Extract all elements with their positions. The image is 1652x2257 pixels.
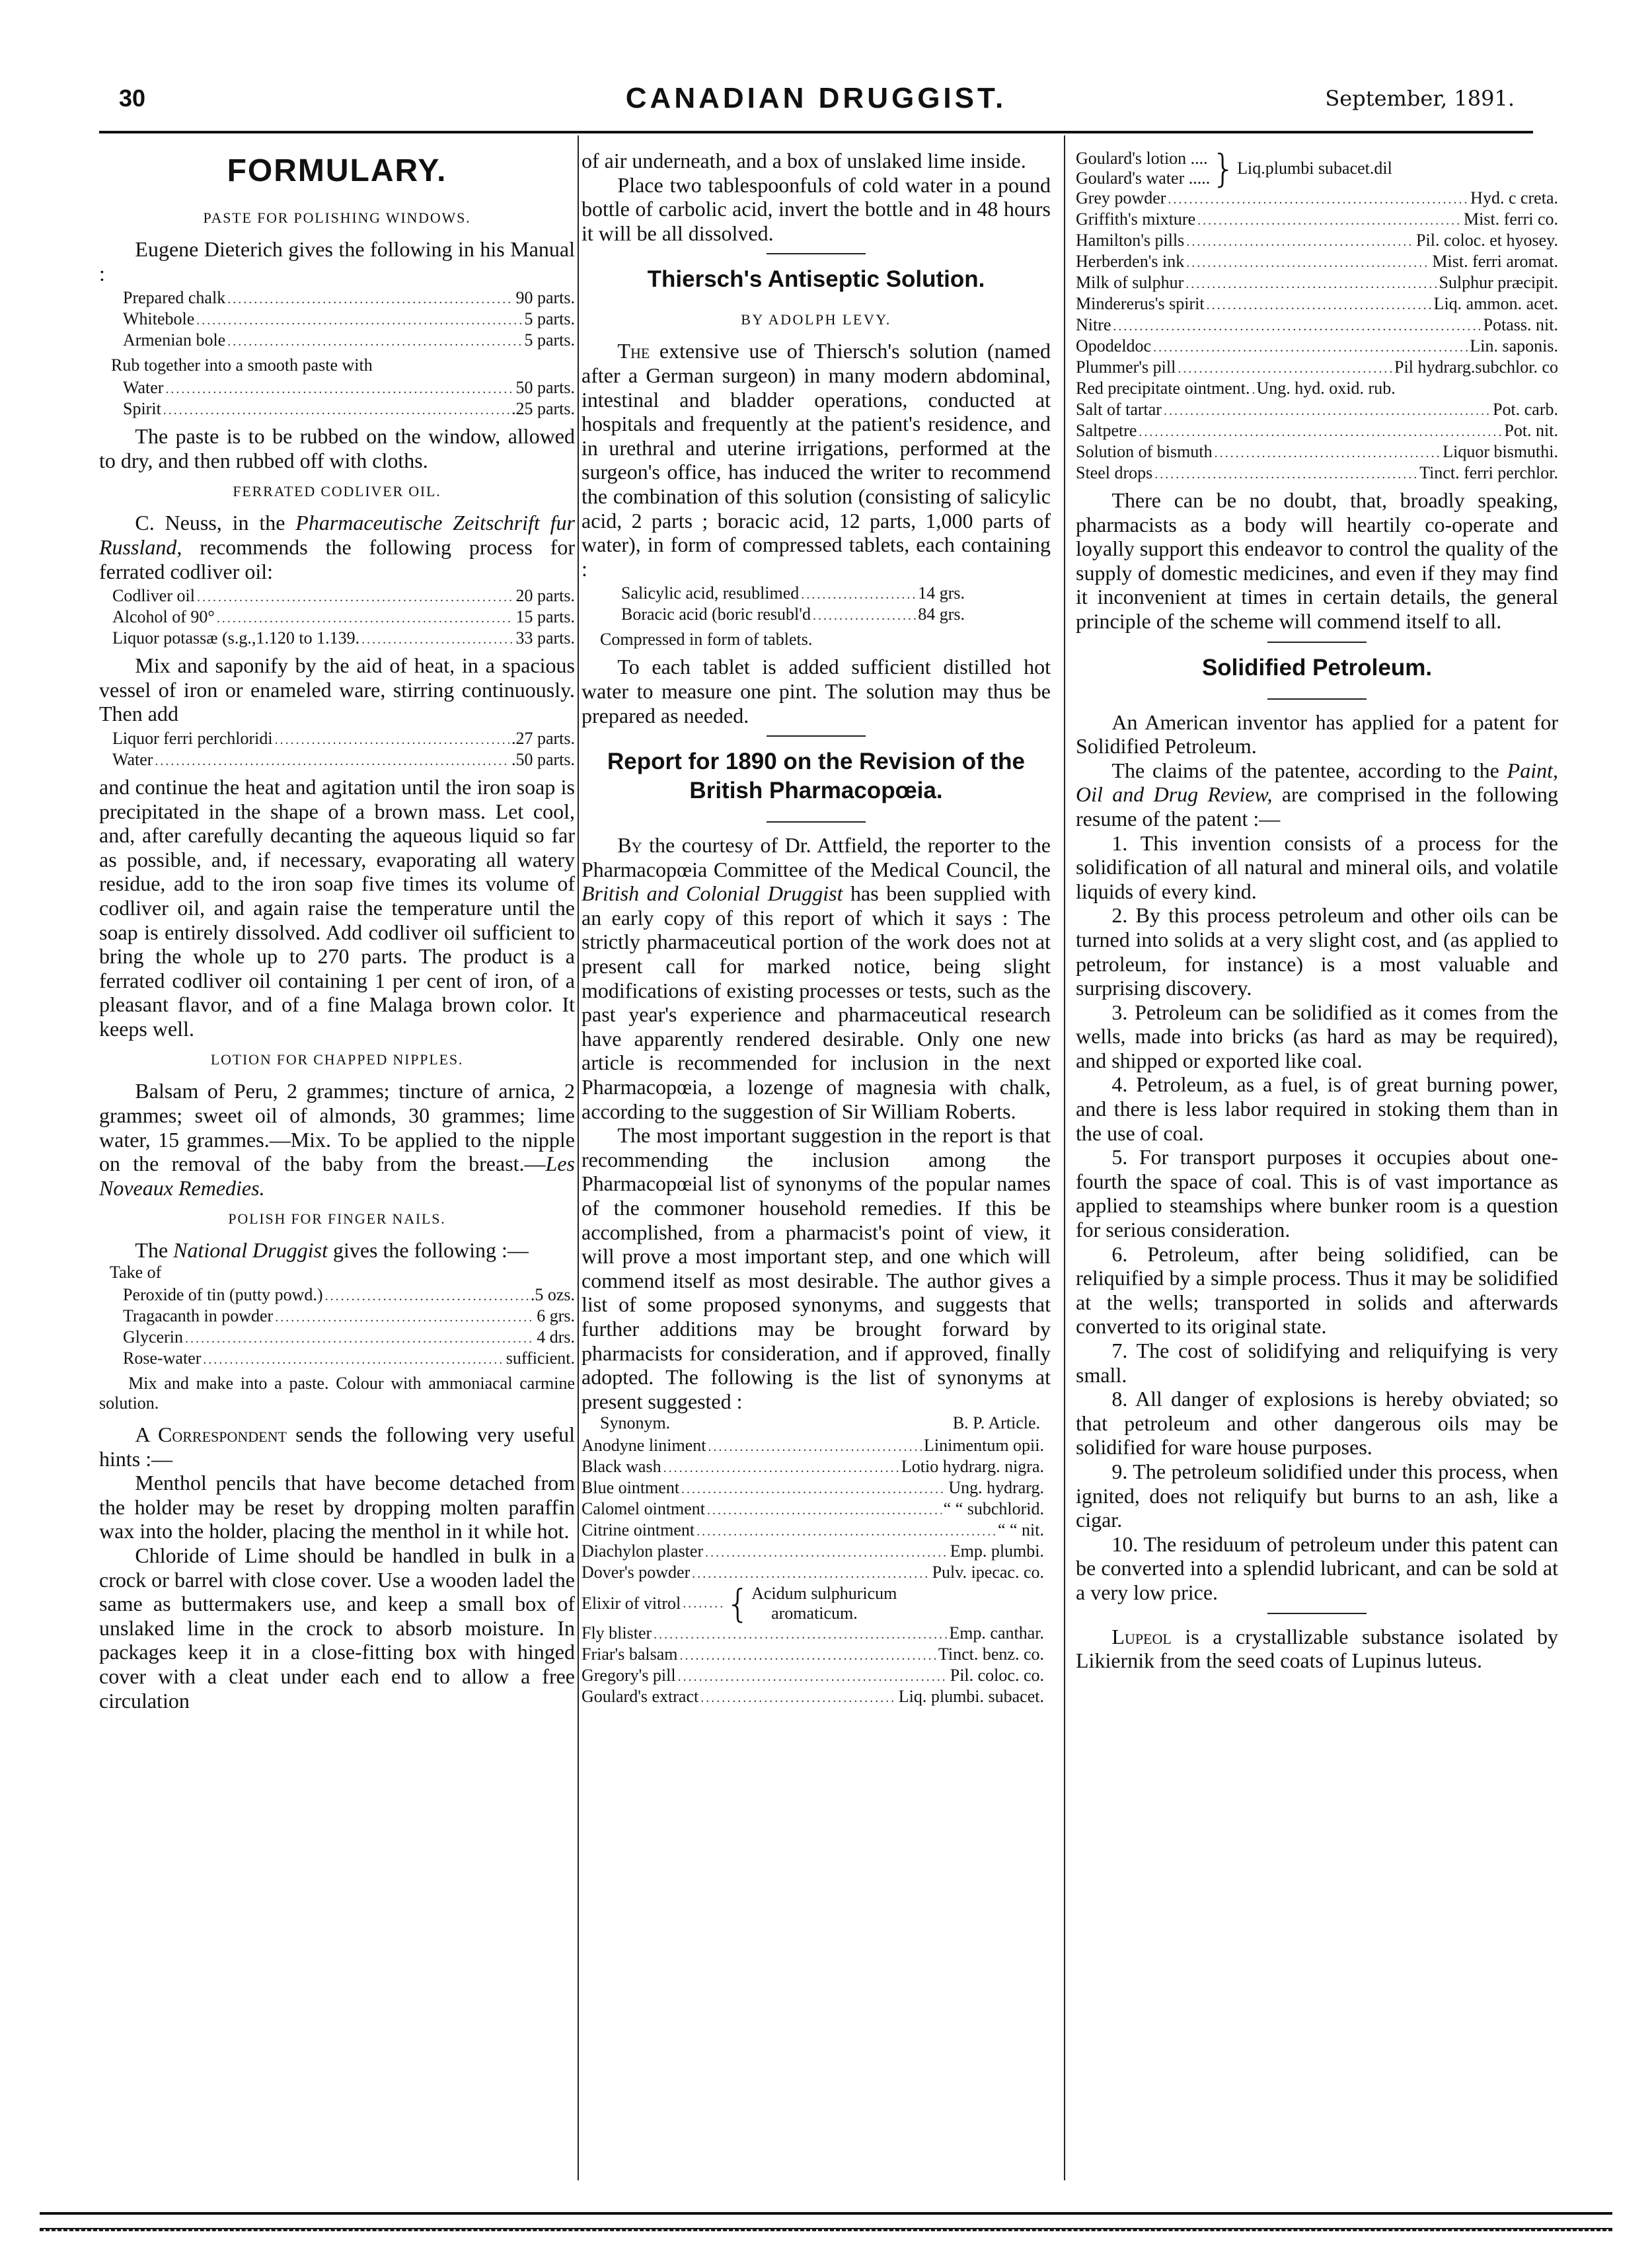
recipe-note: Take of [110,1263,162,1282]
article-title: Thiersch's Antiseptic Solution. [647,266,985,293]
recipe-row: Water ..... 50 parts. [123,378,575,399]
synonym-row: Red precipitate ointment. ..... Ung. hyd. oxid. rub. [1076,379,1558,400]
claim-item: 3. Petroleum can be solidified as it comes from the wells, made into bricks (as hard as may be required), and shipped or exported like coal. [1076,1000,1558,1072]
claim-item: 4. Petroleum, as a fuel, is of great burning power, and there is less labor required in stoking them than in the use of coal. [1076,1072,1558,1145]
paragraph: To each tablet is added sufficient distilled hot water to measure one pint. The solution may thus be prepared as needed. [582,655,1051,727]
column-3 [1076,146,1558,1673]
recipe-list [99,378,575,420]
recipe-row: Salicylic acid, resublimed ..... 14 grs. [621,583,965,605]
column-2 [582,149,1051,1712]
paragraph: Balsam of Peru, 2 grammes; tincture of arnica, 2 grammes; sweet oil of almonds, 30 grammes; lime water, 15 grammes.—Mix. To be applied to the nipple on the removal of the baby from the breast.—Les Noveaux Remedies. [99,1079,575,1200]
claim-item: 10. The residuum of petroleum under this patent can be converted into a splendid lubricant, and can be sold at a very low price. [1076,1532,1558,1604]
synonym-row: Citrine ointment ..... “ “ nit. [582,1520,1044,1541]
recipe-row: Whitebole ..... 5 parts. [123,309,575,330]
synonym-row: Hamilton's pills ..... Pil. coloc. et hyosey. [1076,231,1558,252]
recipe-note: Rub together into a smooth paste with [111,355,373,375]
synonym-row: Steel drops ..... Tinct. ferri perchlor. [1076,463,1558,484]
column-1 [99,149,575,1713]
claim-item: 5. For transport purposes it occupies about one-fourth the space of coal. This is of vast importance as applied to steamships where bunker room is a question for serious consideration. [1076,1145,1558,1242]
recipe-heading: LOTION FOR CHAPPED NIPPLES. [210,1051,464,1068]
recipe-row: Water ..... .50 parts. [112,750,575,771]
section-title: FORMULARY. [227,153,447,188]
paragraph: An American inventor has applied for a patent for Solidified Petroleum. [1076,710,1558,758]
recipe-row: Codliver oil ..... 20 parts. [112,586,575,607]
recipe-list [99,729,575,771]
column-rule [1064,135,1065,2180]
paragraph: Chloride of Lime should be handled in bulk in a crock or barrel with close cover. Use a wooden ladel the same as buttermakers use, and keep a small box of unslaked lime in the crock to absorb moisture. In packages keep it in a close-fitting box with hinged cover with a cleat under each end to allow a free circulation [99,1543,575,1713]
claim-item: 9. The petroleum solidified under this process, when ignited, does not reliquify but burns to an ash, like a cigar. [1076,1459,1558,1532]
synonym-row: Gregory's pill ..... Pil. coloc. co. [582,1666,1044,1687]
paragraph: of air underneath, and a box of unslaked lime inside. [582,149,1026,172]
recipe-row: Glycerin ..... 4 drs. [123,1327,575,1349]
recipe-heading: FERRATED CODLIVER OIL. [233,483,441,500]
synonym-row: Mindererus's spirit ..... Liq. ammon. acet. [1076,294,1558,315]
recipe-row: Armenian bole ..... 5 parts. [123,330,575,352]
divider [1267,698,1367,700]
synonym-row: Opodeldoc ..... Lin. saponis. [1076,336,1558,357]
paragraph: The claims of the patentee, according to the Paint, Oil and Drug Review, are comprised in the following resume of the patent :— [1076,758,1558,831]
page-header [112,78,1520,124]
paragraph: The paste is to be rubbed on the window, allowed to dry, and then rubbed off with cloths. [99,424,575,472]
synonym-list [1076,146,1558,484]
synonym-row: Elixir of vitrol ..... { Acidum sulphuricum aromaticum. [582,1584,1044,1623]
paragraph: and continue the heat and agitation until the iron soap is precipitated in the shape of a brown mass. Let cool, and, after carefully decanting the aqueous liquid so far as possible, and, if necessary, evaporating all watery residue, add to the iron soap five times its volume of codliver oil, and again raise the temperature until the soap is entirely dissolved. Add codliver oil sufficient to bring the whole up to 270 parts. The product is a ferrated codliver oil containing 1 per cent of iron, of a pleasant flavor, and of a fine Malaga brown color. It keeps well. [99,774,575,1041]
paragraph: C. Neuss, in the Pharmaceutische Zeitschrift fur Russland, recommends the following process for ferrated codliver oil: [99,511,576,583]
recipe-note: Compressed in form of tablets. [600,630,813,649]
synonym-row: Solution of bismuth ..... Liquor bismuthi. [1076,442,1558,463]
claim-item: 2. By this process petroleum and other oils can be turned into solids at a very slight cost, and (as applied to petroleum, for instance) is a most valuable and surprising discovery. [1076,903,1558,1000]
recipe-row: Liquor ferri perchloridi ..... .27 parts. [112,729,575,750]
bottom-rule [40,2229,1612,2231]
recipe-row: Alcohol of 90° ..... 15 parts. [112,607,575,628]
recipe-row: Liquor potassæ (s.g.,1.120 to 1.139. ..... 33 parts. [112,628,575,649]
recipe-list [582,583,965,626]
divider [1267,642,1367,643]
divider [1267,1613,1367,1614]
paragraph: Place two tablespoonfuls of cold water in a pound bottle of carbolic acid, invert the bottle and in 48 hours it will be all dissolved. [582,172,1051,245]
page-number: 30 [119,85,146,112]
article-title: Report for 1890 on the Revision of the British Pharmacopœia. [607,749,1026,804]
header-rule [99,131,1533,133]
recipe-row: Peroxide of tin (putty powd.) ..... .5 ozs. [123,1285,575,1306]
recipe-row: Boracic acid (boric resubl'd ..... 84 grs. [621,605,965,626]
synonym-row: Nitre ..... Potass. nit. [1076,315,1558,336]
synonym-table-header: Synonym. B. P. Article. [600,1413,1040,1433]
synonym-row: Plummer's pill ..... Pil hydrarg.subchlor. co [1076,357,1558,379]
synonym-row: Blue ointment ..... Ung. hydrarg. [582,1478,1044,1499]
synonym-row: Goulard's lotion .... Goulard's water ..... } Liq.plumbi subacet.dil [1076,146,1392,191]
recipe-row: Tragacanth in powder ..... 6 grs. [123,1306,575,1327]
synonym-list [582,1436,1051,1708]
synonym-row: Dover's powder ..... Pulv. ipecac. co. [582,1563,1044,1584]
synonym-row: Grey powder ..... Hyd. c creta. [1076,188,1558,209]
claim-item: 1. This invention consists of a process for the solidification of all natural and mineral oils, and volatile liquids of every kind. [1076,831,1558,903]
paragraph: Mix and saponify by the aid of heat, in a spacious vessel of iron or enameled ware, stirring continuously. Then add [99,653,575,726]
paragraph: The National Druggist gives the following :— [135,1238,529,1263]
synonym-row: Fly blister ..... Emp. canthar. [582,1623,1044,1645]
recipe-row: Prepared chalk ..... 90 parts. [123,288,575,309]
paragraph: A Correspondent sends the following very useful hints :— [99,1423,576,1471]
paragraph: The most important suggestion in the report is that recommending the inclusion among the Pharmacopœial list of synonyms of the popular names of the commoner household remedies. If this be accomplished, from a pharmacist's point of view, it will prove a most important step, and one which will commend itself as most desirable. The author gives a list of some proposed synonyms, and suggests that further additions may be brought forward by pharmacists for consideration, and if approved, finally adopted. The following is the list of synonyms at present suggested : [582,1123,1051,1413]
synonym-row: Diachylon plaster ..... Emp. plumbi. [582,1541,1044,1563]
synonym-row: Saltpetre ..... Pot. nit. [1076,421,1558,442]
claim-item: 7. The cost of solidifying and reliquifying is very small. [1076,1339,1558,1387]
issue-date: September, 1891. [1325,86,1515,111]
recipe-list [99,1285,575,1370]
recipe-heading: POLISH FOR FINGER NAILS. [228,1210,446,1228]
recipe-list [99,586,575,649]
bottom-rule [40,2212,1612,2229]
synonym-row: Milk of sulphur ..... Sulphur præcipit. [1076,273,1558,294]
recipe-heading: PASTE FOR POLISHING WINDOWS. [203,209,471,226]
paragraph: There can be no doubt, that, broadly speaking, pharmacists as a body will heartily co-operate and loyally support this endeavor to control the quality of the supply of domestic medicines, and even if they may find it inconvenient at times in certain details, the general principle of the scheme will commend itself to all. [1076,488,1558,633]
synonym-row: Calomel ointment ..... “ “ subchlorid. [582,1499,1044,1520]
recipe-row: Spirit ..... .25 parts. [123,399,575,420]
recipe-list [99,288,575,352]
synonym-row: Friar's balsam ..... Tinct. benz. co. [582,1645,1044,1666]
recipe-row: Rose-water ..... sufficient. [123,1349,575,1370]
divider [767,253,866,254]
synonym-row: Goulard's extract ..... Liq. plumbi. subacet. [582,1687,1044,1708]
synonym-row: Black wash ..... Lotio hydrarg. nigra. [582,1457,1044,1478]
paragraph: The extensive use of Thiersch's solution (named after a German surgeon) in many modern abdominal, intestinal and bladder operations, conducted at hospitals and frequently at the patient's residence, and in urethral and uterine irrigations, performed at the surgeon's office, has induced the writer to recommend the combination of this solution (consisting of salicylic acid, 2 parts ; boracic acid, 12 parts, 1,000 parts of water), in form of compressed tablets, each containing : [582,339,1051,581]
claim-item: 6. Petroleum, after being solidified, can be reliquified by a simple process. Thus it may be solidified at the wells; transported in solids and afterwards converted to its original state. [1076,1241,1558,1339]
journal-title: CANADIAN DRUGGIST. [625,82,1007,114]
paragraph: Menthol pencils that have become detached from the holder may be reset by dropping molten paraffin wax into the holder, placing the menthol in it while hot. [99,1471,575,1543]
paragraph: By the courtesy of Dr. Attfield, the reporter to the Pharmacopœia Committee of the Medical Council, the British and Colonial Druggist has been supplied with an early copy of this report of which it says : The strictly pharmaceutical portion of the work does not at present call for marked notice, being slight modifications of existing processes or tests, such as the past year's experience and pharmaceutical research have apparently rendered desirable. Only one new article is recommended for inclusion in the next Pharmacopœia, a lozenge of magnesia with chalk, according to the suggestion of Sir William Roberts. [582,833,1051,1123]
synonym-row: Griffith's mixture ..... Mist. ferri co. [1076,209,1558,231]
paragraph: Eugene Dieterich gives the following in his Manual : [99,237,575,285]
synonym-row: Anodyne liniment ..... Linimentum opii. [582,1436,1044,1457]
synonym-row: Salt of tartar ..... Pot. carb. [1076,400,1558,421]
paragraph: Lupeol is a crystallizable substance isolated by Likiernik from the seed coats of Lupinus luteus. [1076,1624,1558,1673]
divider [767,735,866,737]
claim-item: 8. All danger of explosions is hereby obviated; so that petroleum and other dangerous oils may be solidified for ware house purposes. [1076,1387,1558,1460]
article-title: Solidified Petroleum. [1201,654,1433,681]
recipe-note: Mix and make into a paste. Colour with ammoniacal carmine solution. [99,1374,575,1413]
divider [767,821,866,823]
byline: BY ADOLPH LEVY. [741,311,891,328]
synonym-row: Herberden's ink ..... Mist. ferri aromat. [1076,252,1558,273]
column-rule [578,135,579,2180]
